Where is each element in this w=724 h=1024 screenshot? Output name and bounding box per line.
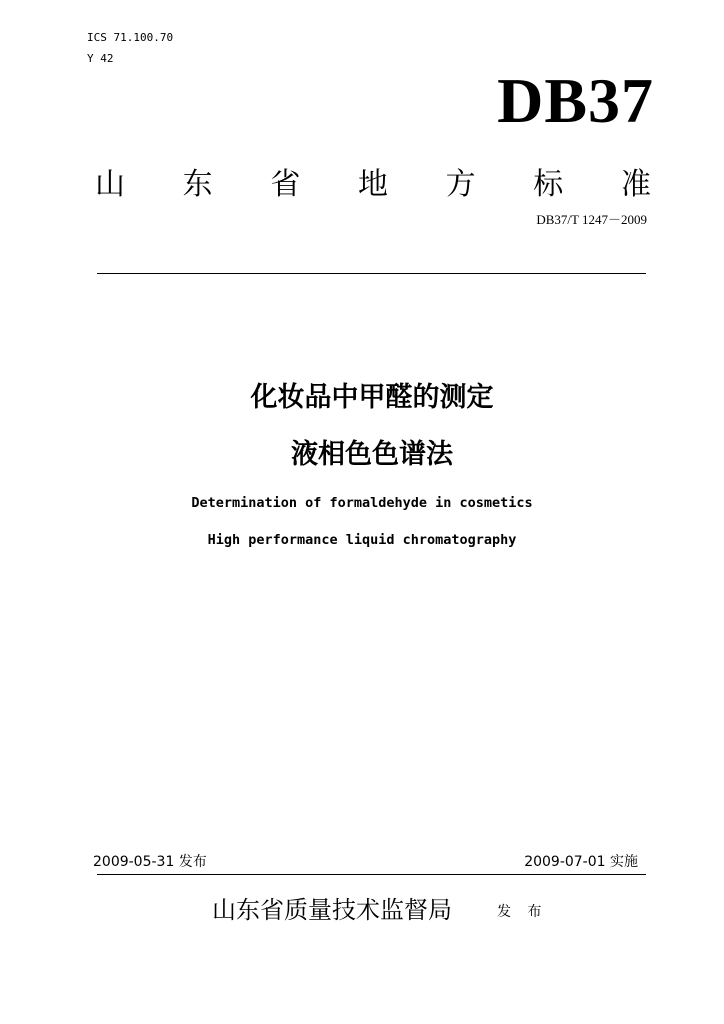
- issuer-name: 山东省质量技术监督局: [212, 896, 452, 924]
- top-divider: [97, 273, 646, 274]
- ics-code: ICS 71.100.70: [87, 31, 174, 44]
- db-code: DB37: [497, 65, 654, 136]
- standard-type-char: 东: [182, 167, 213, 202]
- standard-type-char: 省: [270, 167, 301, 202]
- title-en-sub: High performance liquid chromatography: [207, 532, 517, 548]
- standard-type-heading: [95, 165, 651, 205]
- title-cn-sub: 液相色色谱法: [291, 439, 453, 470]
- issue-date: 2009-05-31 发布: [93, 854, 207, 870]
- issuer-suffix: 发 布: [497, 904, 548, 920]
- standard-type-char: 山: [95, 167, 125, 202]
- standard-type-char: 准: [620, 167, 651, 202]
- title-cn-main: 化妆品中甲醛的测定: [250, 382, 494, 413]
- bottom-divider: [97, 874, 646, 875]
- standard-type-char: 方: [445, 167, 476, 202]
- classification-code: Y 42: [87, 52, 114, 65]
- standard-type-char: 地: [357, 167, 388, 202]
- title-en-main: Determination of formaldehyde in cosmetics: [191, 495, 533, 511]
- standard-type-char: 标: [533, 167, 564, 202]
- standard-number: DB37/T 1247－2009: [536, 212, 647, 227]
- implementation-date: 2009-07-01 实施: [524, 854, 638, 870]
